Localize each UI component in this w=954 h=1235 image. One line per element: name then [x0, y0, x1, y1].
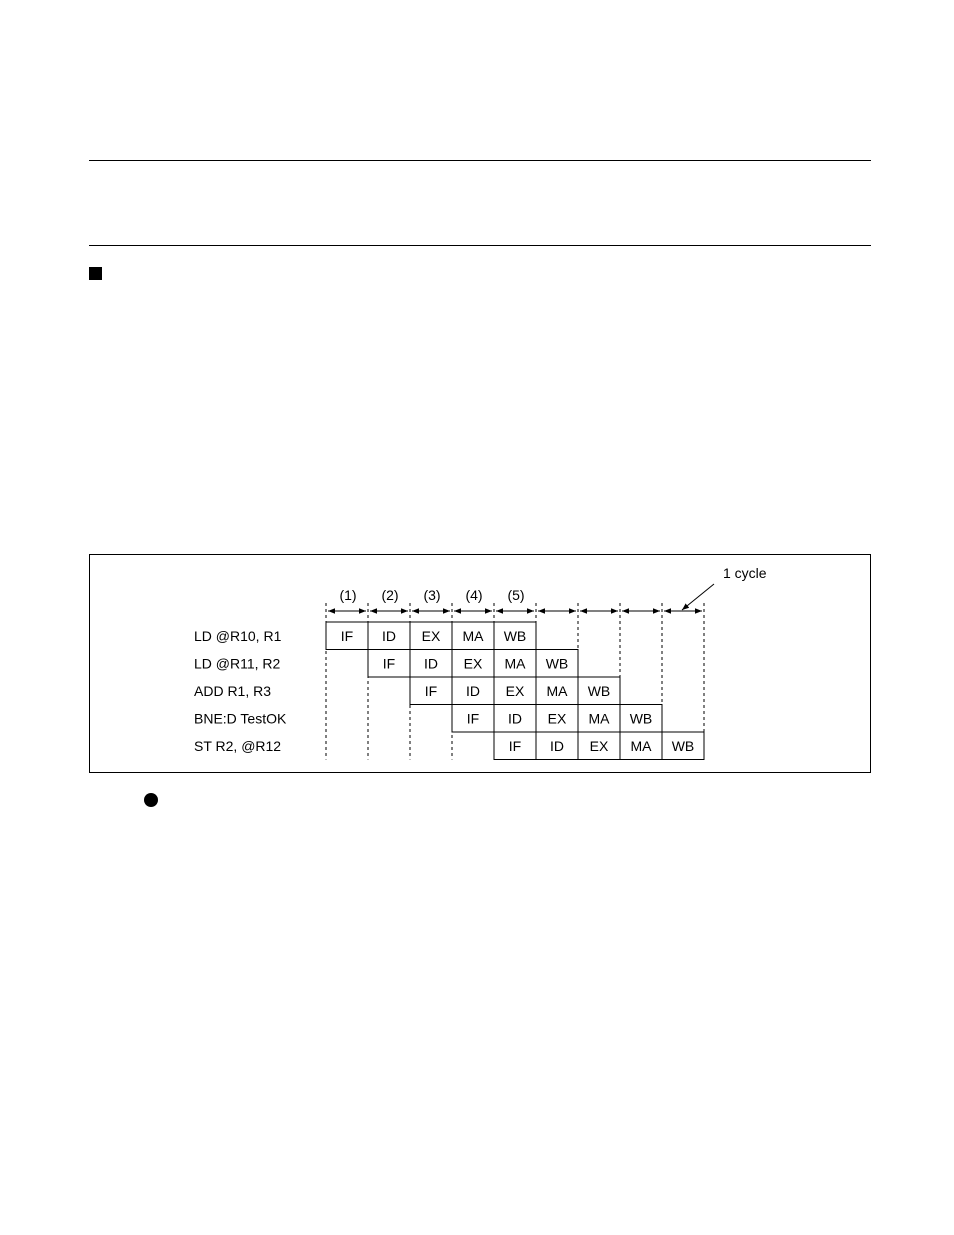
pipeline-stage-label: IF [508, 737, 522, 754]
instruction-label: LD @R10, R1 [194, 627, 282, 644]
pipeline-stage-label: WB [629, 710, 653, 727]
pipeline-diagram [90, 555, 870, 772]
pipeline-stage-label: MA [546, 682, 568, 699]
pipeline-stage-label: EX [505, 682, 525, 699]
pipeline-stage-label: MA [630, 737, 652, 754]
stage-number-label: (3) [423, 587, 441, 603]
stage-number-label: (4) [465, 587, 483, 603]
cycle-pointer-arrow [682, 584, 714, 610]
pipeline-stage-label: IF [466, 710, 480, 727]
pipeline-stage-label: IF [382, 655, 396, 672]
pipeline-stage-label: EX [547, 710, 567, 727]
instruction-label: BNE:D TestOK [194, 710, 287, 727]
pipeline-stage-label: ID [424, 655, 438, 672]
pipeline-stage-label: MA [462, 627, 484, 644]
pipeline-stage-label: EX [463, 655, 483, 672]
pipeline-stage-label: WB [503, 627, 527, 644]
pipeline-stage-label: ID [508, 710, 522, 727]
instruction-label: ST R2, @R12 [194, 737, 282, 754]
pipeline-stage-label: EX [589, 737, 609, 754]
pipeline-stage-label: IF [424, 682, 438, 699]
stage-number-label: (2) [381, 587, 399, 603]
pipeline-stage-label: ID [382, 627, 396, 644]
top-rule [89, 160, 871, 161]
pipeline-stage-label: ID [550, 737, 564, 754]
pipeline-stage-label: WB [545, 655, 569, 672]
stage-number-label: (5) [507, 587, 525, 603]
instruction-label: ADD R1, R3 [194, 682, 272, 699]
pipeline-stage-label: WB [587, 682, 611, 699]
section-bullet-icon [89, 267, 102, 280]
pipeline-stage-label: WB [671, 737, 695, 754]
pipeline-stage-label: EX [421, 627, 441, 644]
pipeline-stage-label: MA [588, 710, 610, 727]
pipeline-figure [89, 554, 871, 773]
list-bullet-icon [144, 793, 158, 807]
pipeline-stage-label: ID [466, 682, 480, 699]
pipeline-stage-label: IF [340, 627, 354, 644]
cycle-label: 1 cycle [723, 565, 767, 581]
instruction-label: LD @R11, R2 [194, 655, 281, 672]
stage-number-label: (1) [339, 587, 357, 603]
header-bottom-rule [89, 245, 871, 246]
pipeline-stage-label: MA [504, 655, 526, 672]
